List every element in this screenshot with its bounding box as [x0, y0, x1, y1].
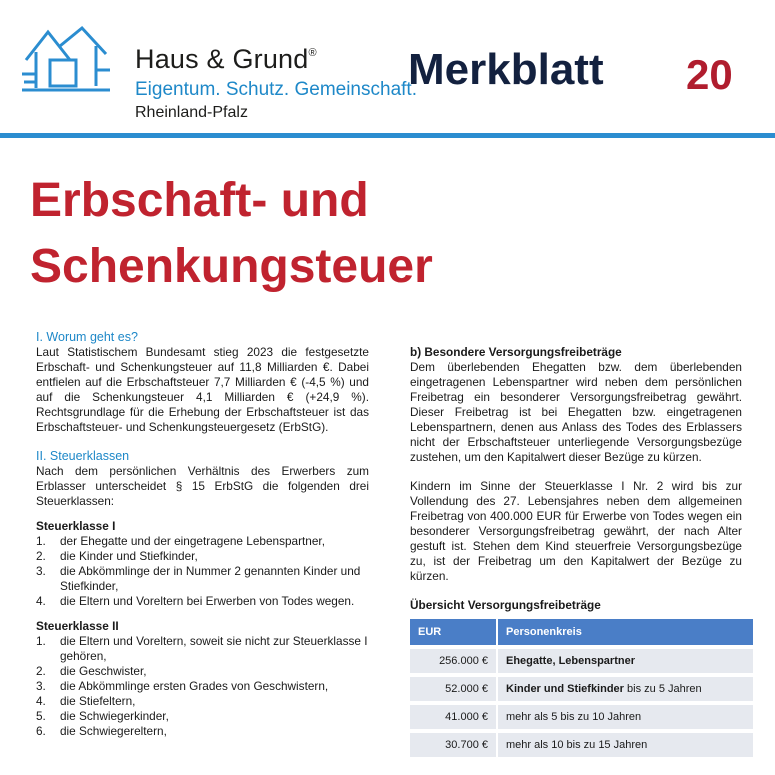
persons-cell: mehr als 5 bis zu 10 Jahren — [498, 705, 753, 729]
sheet-number: 20 — [686, 51, 733, 98]
table-row — [410, 649, 753, 673]
section-text-2: Nach dem persönlichen Verhältnis des Erwerbers zum Erblasser unterscheidet § 15 ErbStG die folgenden drei Steuerklassen: — [36, 464, 369, 508]
list-item: 1. der Ehegatte und der eingetragene Lebenspartner, — [36, 534, 325, 548]
header-divider — [0, 133, 775, 138]
amount-cell: 41.000 € — [410, 705, 498, 729]
section-b-text-1: Dem überlebenden Ehegatten bzw. dem überlebenden eingetragenen Lebenspartner wird neben dem persönlichen Freibetrag ein besonderer Versorgungsfreibetrag gewährt. Dieser Freibetrag ist bei Ehegatten bzw. eingetragenen Lebenspartnern, denen aus Anlass des Todes des Erblassers nicht der Erbschaftsteuer unterliegende Versorgungsbezüge zustehen, um den Kapitalwert dieser Bezüge zu kürzen. — [410, 360, 742, 464]
brand-slogan: Eigentum. Schutz. Gemeinschaft. — [135, 79, 417, 100]
persons-cell: mehr als 10 bis zu 15 Jahren — [498, 733, 753, 757]
list-item: 2. die Geschwister, — [36, 664, 147, 678]
list-item: 3. die Abkömmlinge der in Nummer 2 genannten Kinder und Stiefkinder, — [36, 564, 361, 593]
tax-class-2-heading: Steuerklasse II — [36, 619, 119, 633]
title-line-2: Schenkungsteuer — [30, 240, 433, 293]
tax-class-1-list — [36, 534, 369, 609]
table-header-row — [410, 619, 753, 645]
column-header-eur: EUR — [410, 619, 498, 645]
amount-cell: 52.000 € — [410, 677, 498, 701]
persons-cell: Kinder und Stiefkinder bis zu 5 Jahren — [498, 677, 753, 701]
section-b-heading: b) Besondere Versorgungsfreibeträge — [410, 345, 622, 359]
persons-cell: Ehegatte, Lebenspartner — [498, 649, 753, 673]
list-item: 1. die Eltern und Voreltern, soweit sie nicht zur Steuerklasse I gehören, — [36, 634, 368, 663]
allowance-table — [410, 615, 753, 761]
amount-cell: 30.700 € — [410, 733, 498, 757]
section-heading-1: I. Worum geht es? — [36, 330, 138, 344]
table-row — [410, 705, 753, 729]
list-item: 3. die Abkömmlinge ersten Grades von Geschwistern, — [36, 679, 329, 693]
left-column — [36, 330, 369, 739]
tax-class-2-list — [36, 634, 369, 739]
list-item: 4. die Stiefeltern, — [36, 694, 136, 708]
document-title — [30, 168, 770, 300]
amount-cell: 256.000 € — [410, 649, 498, 673]
table-title: Übersicht Versorgungsfreibeträge — [410, 598, 601, 612]
right-column — [410, 345, 742, 761]
brand-region: Rheinland-Pfalz — [135, 104, 248, 121]
table-row — [410, 733, 753, 757]
brand-name: Haus & Grund® — [135, 44, 317, 74]
house-logo-icon — [20, 24, 112, 96]
section-b-text-2: Kindern im Sinne der Steuerklasse I Nr. 2 wird bis zur Vollendung des 27. Lebensjahres neben dem allgemeinen Freibetrag von 400.000 EUR für Erwerbe von Todes wegen ein besonderer Versorgungsfreibetrag gewährt, der nach Alter gestuft ist. Stehen dem Kind steuerfreie Versorgungsbezüge zu, ist der Freibetrag um den Kapitalwert der Bezüge zu kürzen. — [410, 479, 742, 583]
section-text-1: Laut Statistischem Bundesamt stieg 2023 die festgesetzte Erbschaft- und Schenkungsteuer auf 11,8 Milliarden €. Dabei entfielen auf die Erbschaftsteuer 7,7 Milliarden € (-4,5 %) und auf die Schenkungsteuer 4,1 Milliarden € (+24,9 %). Rechtsgrundlage für die Erhebung der Erbschaftsteuer ist das Erbschaftsteuer- und Schenkungsteuergesetz (ErbStG). — [36, 345, 369, 434]
column-header-persons: Personenkreis — [498, 619, 753, 645]
list-item: 4. die Eltern und Voreltern bei Erwerben von Todes wegen. — [36, 594, 355, 608]
list-item: 6. die Schwiegereltern, — [36, 724, 167, 738]
tax-class-1-heading: Steuerklasse I — [36, 519, 116, 533]
section-heading-2: II. Steuerklassen — [36, 449, 130, 463]
sheet-title: Merkblatt — [408, 45, 604, 94]
table-row — [410, 677, 753, 701]
list-item: 2. die Kinder und Stiefkinder, — [36, 549, 198, 563]
header — [0, 0, 775, 133]
title-line-1: Erbschaft- und — [30, 174, 369, 227]
list-item: 5. die Schwiegerkinder, — [36, 709, 169, 723]
